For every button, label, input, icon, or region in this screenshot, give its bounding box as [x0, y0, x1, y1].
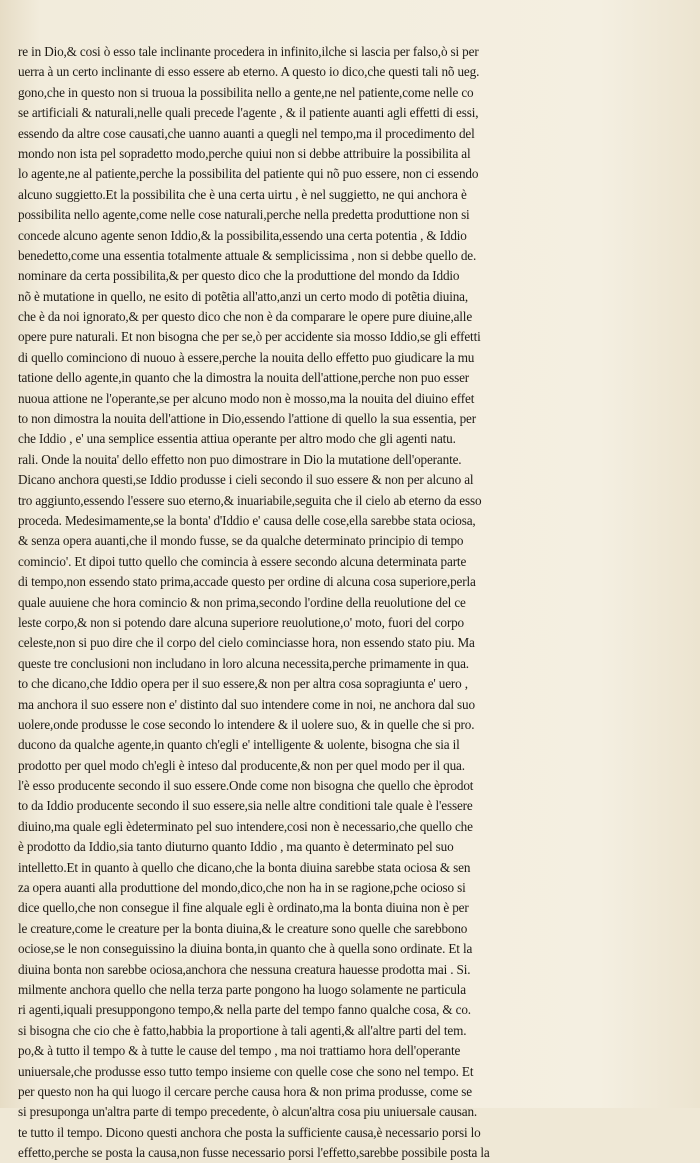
text-line: concede alcuno agente senon Iddio,& la possibilita,essendo una certa potentia , & Iddio — [18, 227, 467, 243]
text-line: to che dicano,che Iddio opera per il suo essere,& non per altra cosa sopragiunta e' uero , — [18, 676, 468, 692]
text-line: queste tre conclusioni non includano in loro alcuna necessita,perche primamente in qua. — [18, 655, 469, 671]
text-line: effetto,perche se posta la causa,non fusse necessario porsi l'effetto,sarebbe possibile posta la — [18, 1145, 490, 1161]
text-line: celeste,non si puo dire che il corpo del cielo cominciasse hora, non essendo stato piu. Ma — [18, 635, 475, 651]
text-line: benedetto,come una essentia totalmente attuale & semplicissima , non si debbe quello de. — [18, 247, 477, 263]
text-line: essendo da altre cose causati,che uanno auanti a quegli nel tempo,ma il procedimento del — [18, 125, 475, 141]
text-line: di tempo,non essendo stato prima,accade questo per ordine di alcuna cosa superiore,perla — [18, 574, 476, 590]
text-line: milmente anchora quello che nella terza parte pongono ha luogo solamente ne particula — [18, 981, 466, 997]
text-line: se artificiali & naturali,nelle quali precede l'agente , & il patiente auanti agli effetti di essi, — [18, 105, 479, 121]
text-line: le creature,come le creature per la bonta diuina,& le creature sono quelle che sarebbono — [18, 920, 468, 936]
text-line: ducono da qualche agente,in quanto ch'egli e' intelligente & uolente, bisogna che sia il — [18, 737, 460, 753]
text-line: quale auuiene che hora comincio & non prima,secondo l'ordine della reuolutione del ce — [18, 594, 466, 610]
body-text — [18, 42, 588, 1163]
text-line: si bisogna che cio che è fatto,habbia la proportione à tali agenti,& all'altre parti del tem. — [18, 1022, 467, 1038]
text-line: & senza opera auanti,che il mondo fusse, se da qualche determinato principio di tempo — [18, 533, 464, 549]
text-line: l'è esso producente secondo il suo essere.Onde come non bisogna che quello che èprodot — [18, 778, 474, 794]
text-line: te tutto il tempo. Dicono questi anchora che posta la sufficiente causa,è necessario porsi lo — [18, 1124, 481, 1140]
text-line: leste corpo,& non si potendo dare alcuna superiore reuolutione,o' moto, fuori del corpo — [18, 614, 464, 630]
text-line: tatione dello agente,in quanto che la dimostra la nouita dell'attione,perche non puo esser — [18, 370, 470, 386]
text-line: to non dimostra la nouita dell'attione in Dio,essendo l'attione di quello la sua essentia, per — [18, 411, 476, 427]
text-line: alcuno suggietto.Et la possibilita che è una certa uirtu , è nel suggietto, ne qui anchora è — [18, 186, 467, 202]
text-line: tro aggiunto,essendo l'essere suo eterno,& inuariabile,seguita che il cielo ab eterno da esso — [18, 492, 482, 508]
text-line: intelletto.Et in quanto à quello che dicano,che la bonta diuina sarebbe stata ociosa & sen — [18, 859, 471, 875]
text-line: di quello cominciono di nuouo à essere,perche la nouita dello effetto puo giudicare la mu — [18, 349, 475, 365]
text-line: ociose,se le non conseguissino la diuina bonta,in quanto che à quella sono ordinate. Et la — [18, 941, 473, 957]
text-line: che è da noi ignorato,& per questo dico che non è da comparare le opere pure diuine,alle — [18, 309, 473, 325]
text-line: prodotto per quel modo ch'egli è inteso dal producente,& non per quel modo per il qua. — [18, 757, 465, 773]
text-line: nuoua attione ne l'operante,se per alcuno modo non è mosso,ma la nouita del diuino effet — [18, 390, 475, 406]
text-line: nominare da certa possibilita,& per questo dico che la produttione del mondo da Iddio — [18, 268, 460, 284]
text-line: diuina bonta non sarebbe ociosa,anchora che nessuna creatura hauesse prodotta mai . Si. — [18, 961, 471, 977]
text-line: po,& à tutto il tempo & à tutte le cause del tempo , ma noi trattiamo hora dell'operante — [18, 1043, 461, 1059]
text-line: diuino,ma quale egli èdeterminato pel suo intendere,cosi non è necessario,che quello che — [18, 818, 473, 834]
text-line: mondo non ista pel sopradetto modo,perche quiui non si debbe attribuire la possibilita al — [18, 145, 471, 161]
text-line: nõ è mutatione in quello, ne esito di potẽtia all'atto,anzi un certo modo di potẽtia diuina, — [18, 288, 469, 304]
text-line: rali. Onde la nouita' dello effetto non puo dimostrare in Dio la mutatione dell'operante. — [18, 451, 462, 467]
text-line: si presuponga un'altra parte di tempo precedente, ò alcun'altra cosa piu uniuersale causan. — [18, 1104, 478, 1120]
text-line: uolere,onde produsse le cose secondo lo intendere & il uolere suo, & in quelle che si pro. — [18, 716, 475, 732]
text-line: per questo non ha qui luogo il cercare perche causa hora & non prima produsse, come se — [18, 1083, 472, 1099]
text-line: che Iddio , e' una semplice essentia attiua operante per altro modo che gli agenti natu. — [18, 431, 456, 447]
text-line: ri agenti,iquali presuppongono tempo,& nella parte del tempo fanno qualche cosa, & co. — [18, 1002, 471, 1018]
text-line: lo agente,ne al patiente,perche la possibilita del patiente qui nõ puo essere, non ci essendo — [18, 166, 479, 182]
text-line: gono,che in questo non si truoua la possibilita nello a gente,ne nel patiente,come nelle co — [18, 84, 474, 100]
text-line: to da Iddio producente secondo il suo essere,sia nelle altre conditioni tale quale è l'essere — [18, 798, 473, 814]
text-line: proceda. Medesimamente,se la bonta' d'Iddio e' causa delle cose,ella sarebbe stata ociosa, — [18, 512, 476, 528]
text-line: possibilita nello agente,come nelle cose naturali,perche nella predetta produttione non si — [18, 207, 470, 223]
text-line: Dicano anchora questi,se Iddio produsse i cieli secondo il suo essere & non per alcuno al — [18, 472, 474, 488]
text-line: comincio'. Et dipoi tutto quello che comincia à essere secondo alcuna determinata parte — [18, 553, 467, 569]
text-line: opere pure naturali. Et non bisogna che per se,ò per accidente sia mosso Iddio,se gli effetti — [18, 329, 481, 345]
text-line: re in Dio,& cosi ò esso tale inclinante procedera in infinito,ilche si lascia per falso,ò si per — [18, 44, 479, 59]
text-line: dice quello,che non consegue il fine alquale egli è ordinato,ma la bonta diuina non è per — [18, 900, 469, 916]
text-line: uerra à un certo inclinante di esso essere ab eterno. A questo io dico,che questi tali nõ ueg. — [18, 64, 480, 80]
text-line: è prodotto da Iddio,sia tanto diuturno quanto Iddio , ma quanto è determinato pel suo — [18, 839, 454, 855]
text-line: za opera auanti alla produttione del mondo,dico,che non ha in se ragione,pche ocioso si — [18, 880, 466, 896]
text-line: uniuersale,che produsse esso tutto tempo insieme con quelle cose che sono nel tempo. Et — [18, 1063, 474, 1079]
text-line: ma anchora il suo essere non e' distinto dal suo intendere come in noi, ne anchora dal suo — [18, 696, 475, 712]
